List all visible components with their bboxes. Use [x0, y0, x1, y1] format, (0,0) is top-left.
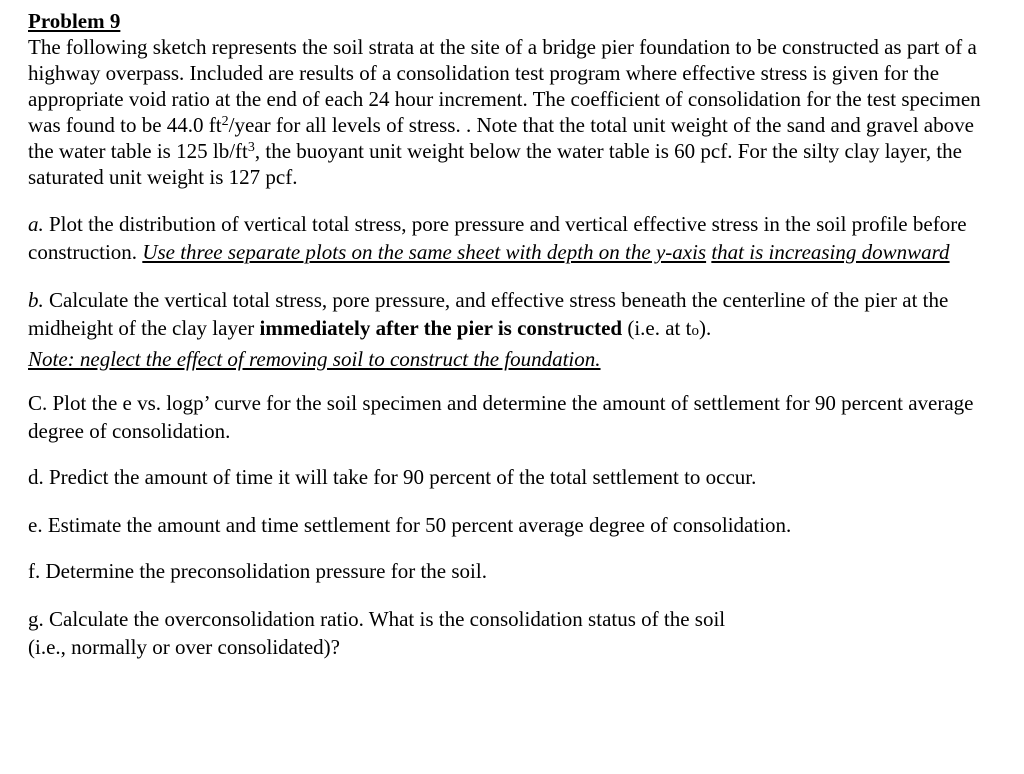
part-g-line-2: (i.e., normally or over consolidated)? [28, 635, 340, 659]
part-a-note-1: Use three separate plots on the same sheet with depth on the y-axis [142, 240, 707, 264]
part-c: C. Plot the e vs. logp’ curve for the soil specimen and determine the amount of settlement for 90 percent average degree of consolidation. [28, 391, 974, 443]
intro-sentence-2: /year for all levels of stress. . Note that the total unit weight of the sand and gravel above the water table is 125 lb/ft [28, 113, 974, 163]
part-g [28, 605, 998, 661]
intro-sentence-1: The following sketch represents the soil strata at the site of a bridge pier foundation to be constructed as part of a highway overpass. Included are results of a consolidation test program where effective stress is given for the appropriate void ratio at the end of each 24 hour increment. The coefficient of consolidation for the test specimen was found to be 44.0 ft [28, 35, 981, 137]
part-a-marker: a. [28, 212, 44, 236]
part-b-bold-text: immediately after the pier is constructed [259, 316, 623, 340]
intro-exponent-2: 3 [247, 140, 255, 155]
part-b-marker: b. [28, 288, 44, 312]
part-a-note-2: that is increasing downward [711, 240, 950, 264]
problem-sheet [28, 8, 998, 661]
part-a-text: Plot the distribution of vertical total stress, pore pressure and vertical effective stress in the soil profile before construction. [28, 212, 967, 264]
part-b [28, 286, 998, 373]
part-b-subscript: o [691, 323, 699, 339]
intro-exponent-1: 2 [221, 114, 229, 129]
part-b-note: Note: neglect the effect of removing soil to construct the foundation. [28, 347, 601, 371]
part-d: d. Predict the amount of time it will take for 90 percent of the total settlement to occur. [28, 465, 757, 489]
part-e: e. Estimate the amount and time settlement for 50 percent average degree of consolidation. [28, 513, 792, 537]
part-b-after-text: (i.e. at t [622, 316, 692, 340]
part-f: f. Determine the preconsolidation pressure for the soil. [28, 559, 487, 583]
problem-intro [28, 34, 998, 190]
part-a [28, 210, 998, 266]
part-b-close: ). [698, 316, 712, 340]
part-g-line-1: g. Calculate the overconsolidation ratio. What is the consolidation status of the soil [28, 607, 726, 631]
intro-sentence-3: , the buoyant unit weight below the water table is 60 pcf. For the silty clay layer, the saturated unit weight is 127 pcf. [28, 139, 962, 189]
problem-title: Problem 9 [28, 9, 121, 33]
part-b-text: Calculate the vertical total stress, pore pressure, and effective stress beneath the centerline of the pier at the midheight of the clay layer [28, 288, 949, 340]
